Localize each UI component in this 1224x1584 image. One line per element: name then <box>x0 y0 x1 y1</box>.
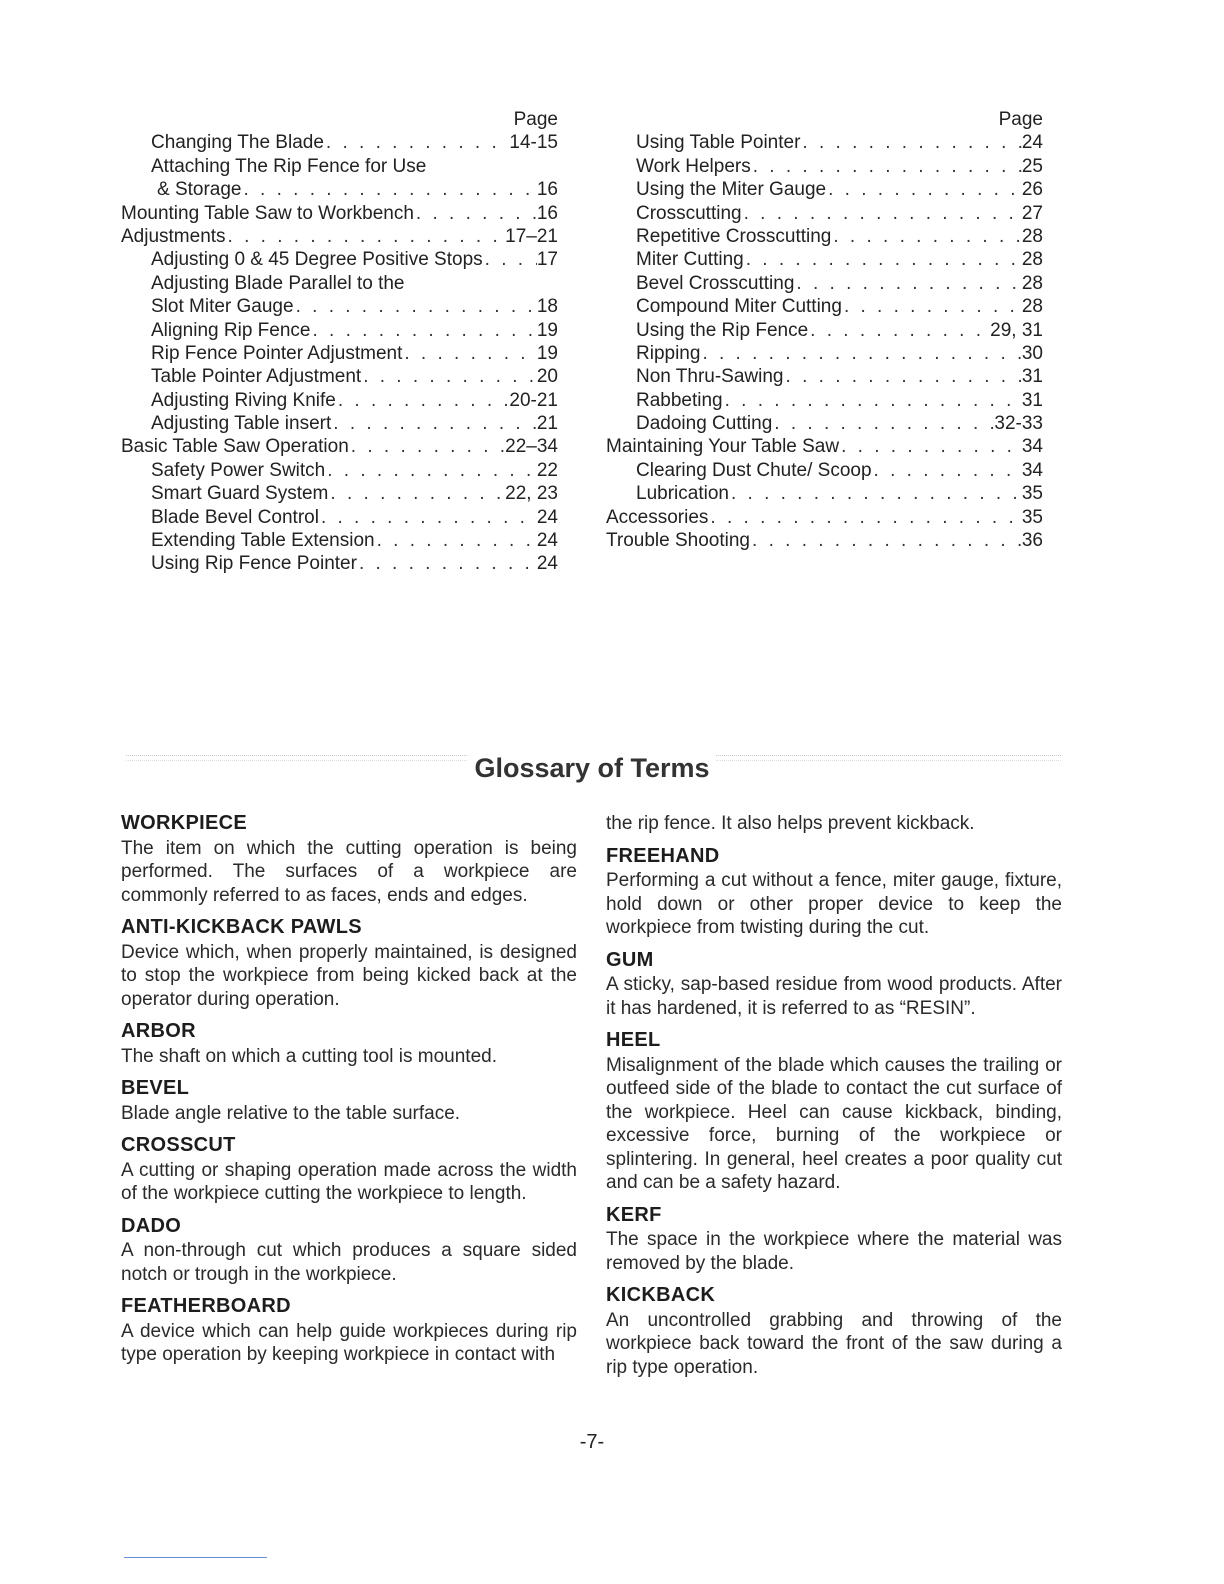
toc-entry-page: 29, 31 <box>990 319 1043 341</box>
toc-entry-page: 25 <box>1021 155 1043 177</box>
toc-dot-leader <box>294 295 537 318</box>
glossary-entry <box>606 949 1062 1021</box>
toc-dot-leader <box>324 131 509 154</box>
toc-entry <box>121 529 558 552</box>
toc-entry-page: 30 <box>1021 342 1043 364</box>
toc-entry-title: Aligning Rip Fence <box>151 319 311 341</box>
toc-entry-page: 28 <box>1021 272 1043 294</box>
glossary-definition: The item on which the cutting operation is being performed. The surfaces of a workpiece are commonly referred to as faces, ends and edges. <box>121 837 577 906</box>
toc-entry-title: Safety Power Switch <box>151 459 326 481</box>
toc-left-column <box>121 108 558 576</box>
toc-dot-leader <box>831 225 1021 248</box>
toc-dot-leader <box>723 389 1022 412</box>
toc-entry-page: 16 <box>536 202 558 224</box>
toc-entry-title: Adjusting 0 & 45 Degree Positive Stops <box>151 249 483 271</box>
toc-dot-leader <box>331 412 537 435</box>
toc-dot-leader <box>226 225 506 248</box>
glossary-left-column <box>121 812 577 1367</box>
glossary-definition: A sticky, sap-based residue from wood products. After it has hardened, it is referred to as “RESIN”. <box>606 974 1062 1019</box>
toc-entry-title: Non Thru-Sawing <box>636 366 784 388</box>
toc-dot-leader <box>349 435 505 458</box>
toc-dot-leader <box>325 459 537 482</box>
toc-entry-title: Maintaining Your Table Saw <box>606 436 840 458</box>
toc-entry-title: Table Pointer Adjustment <box>151 366 362 388</box>
toc-dot-leader <box>402 342 537 365</box>
glossary-entry <box>121 916 577 1011</box>
toc-entry-page: 17 <box>536 249 558 271</box>
toc-dot-leader <box>414 202 537 225</box>
toc-entry-page: 27 <box>1021 202 1043 224</box>
toc-entry-page: 20-21 <box>509 389 558 411</box>
toc-dot-leader <box>842 295 1022 318</box>
toc-entry-page: 16 <box>536 179 558 201</box>
toc-entry-title: Dadoing Cutting <box>636 413 773 435</box>
toc-entry-title: & Storage <box>157 179 242 201</box>
toc-entry <box>606 412 1043 435</box>
toc-entry-title: Accessories <box>606 506 709 528</box>
glossary-term: WORKPIECE <box>121 812 248 834</box>
toc-entry-page: 19 <box>536 319 558 341</box>
glossary-definition: An uncontrolled grabbing and throwing of the workpiece back toward the front of the saw during a rip type operation. <box>606 1309 1062 1378</box>
toc-entry <box>121 202 558 225</box>
toc-entry <box>606 178 1043 201</box>
toc-entry <box>121 482 558 505</box>
toc-dot-leader <box>794 272 1021 295</box>
glossary-term: ANTI-KICKBACK PAWLS <box>121 916 362 938</box>
toc-dot-leader <box>808 319 990 342</box>
toc-entry <box>606 506 1043 529</box>
toc-entry-page: 24 <box>536 530 558 552</box>
toc-dot-leader <box>242 178 537 201</box>
toc-entry-title: Ripping <box>636 342 701 364</box>
glossary-term: GUM <box>606 948 654 971</box>
glossary-entry <box>121 1134 577 1206</box>
toc-entry <box>121 272 558 295</box>
glossary-continuation: the rip fence. It also helps prevent kickback. <box>606 813 975 834</box>
toc-dot-leader <box>744 248 1022 271</box>
toc-entry-title: Mounting Table Saw to Workbench <box>121 202 414 224</box>
toc-entry-page: 26 <box>1021 179 1043 201</box>
toc-entry-page: 28 <box>1021 249 1043 271</box>
toc-page-header: Page <box>998 109 1043 130</box>
toc-entry <box>606 389 1043 412</box>
glossary-term: FEATHERBOARD <box>121 1295 291 1317</box>
glossary-definition: A non-through cut which produces a square sided notch or trough in the workpiece. <box>121 1240 577 1285</box>
toc-entry <box>121 342 558 365</box>
toc-entry-title: Crosscutting <box>636 202 742 224</box>
toc-dot-leader <box>872 459 1022 482</box>
toc-entry <box>121 295 558 318</box>
toc-entry <box>121 435 558 458</box>
toc-entry <box>121 389 558 412</box>
toc-entry-title: Basic Table Saw Operation <box>121 436 349 458</box>
toc-entry-page: 34 <box>1021 459 1043 481</box>
toc-entry-title: Adjusting Table insert <box>151 413 332 435</box>
toc-entry-page: 28 <box>1021 296 1043 318</box>
footer-rule <box>124 1557 267 1558</box>
glossary-definition: A cutting or shaping operation made across the width of the workpiece cutting the workpiece to length. <box>121 1159 577 1204</box>
toc-entry-title: Attaching The Rip Fence for Use <box>151 155 427 177</box>
toc-entry-page: 24 <box>1021 132 1043 154</box>
toc-entry <box>606 482 1043 505</box>
toc-dot-leader <box>319 506 537 529</box>
toc-entry <box>121 155 558 178</box>
toc-entry-title: Using Table Pointer <box>636 132 801 154</box>
toc-entry-title: Rabbeting <box>636 389 723 411</box>
toc-entry-page: 32-33 <box>994 413 1043 435</box>
toc-entry <box>606 459 1043 482</box>
glossary-definition: Blade angle relative to the table surface. <box>121 1102 461 1124</box>
toc-dot-leader <box>336 389 510 412</box>
toc-entry-page: 35 <box>1021 506 1043 528</box>
toc-entry-title: Trouble Shooting <box>606 530 751 552</box>
glossary-right-entries <box>606 845 1062 1380</box>
glossary-entry <box>606 1284 1062 1379</box>
toc-entry <box>606 155 1043 178</box>
toc-entry-page: 35 <box>1021 483 1043 505</box>
toc-entry <box>121 506 558 529</box>
toc-entry-page: 17–21 <box>505 225 558 247</box>
glossary-definition: Device which, when properly maintained, is designed to stop the workpiece from being kicked back at the operator during operation. <box>121 941 577 1010</box>
glossary-entry <box>606 845 1062 940</box>
toc-entry-title: Compound Miter Cutting <box>636 296 842 318</box>
toc-entry <box>121 552 558 575</box>
page-number: -7- <box>579 1431 605 1453</box>
toc-entry-page: 20 <box>536 366 558 388</box>
glossary-entry <box>606 1029 1062 1195</box>
glossary-term: DADO <box>121 1214 182 1237</box>
toc-entry-title: Adjusting Riving Knife <box>151 389 336 411</box>
toc-entry-page: 24 <box>536 553 558 575</box>
toc-dot-leader <box>751 155 1022 178</box>
toc-dot-leader <box>357 552 537 575</box>
toc-entry-title: Adjustments <box>121 225 226 247</box>
toc-dot-leader <box>483 248 537 271</box>
toc-entry-title: Bevel Crosscutting <box>636 272 795 294</box>
toc-dot-leader <box>310 319 536 342</box>
toc-entry <box>121 412 558 435</box>
toc-entry-page: 31 <box>1021 366 1043 388</box>
toc-dot-leader <box>700 342 1021 365</box>
toc-entry-page: 18 <box>536 296 558 318</box>
toc-entry-title: Lubrication <box>636 483 729 505</box>
toc-entry-page: 24 <box>536 506 558 528</box>
toc-entry-title: Changing The Blade <box>151 132 324 154</box>
glossary-entry <box>121 1077 577 1125</box>
toc-dot-leader <box>708 506 1021 529</box>
toc-entry-title: Miter Cutting <box>636 249 744 271</box>
glossary-term: KICKBACK <box>606 1284 716 1306</box>
toc-entry <box>606 272 1043 295</box>
glossary-term: HEEL <box>606 1029 661 1051</box>
toc-entry-page: 21 <box>536 413 558 435</box>
glossary-right-column <box>606 812 1062 1379</box>
toc-entry <box>606 202 1043 225</box>
toc-entry-page: 36 <box>1021 530 1043 552</box>
glossary-title: Glossary of Terms <box>0 753 1184 784</box>
toc-entry-page: 34 <box>1021 436 1043 458</box>
toc-entry <box>606 131 1043 154</box>
toc-entry-page: 28 <box>1021 225 1043 247</box>
toc-dot-leader <box>800 131 1021 154</box>
glossary-term: CROSSCUT <box>121 1134 236 1156</box>
toc-entry-title: Using the Rip Fence <box>636 319 809 341</box>
glossary-term: BEVEL <box>121 1077 190 1099</box>
glossary-entry <box>121 812 577 907</box>
toc-left-entries <box>121 131 558 575</box>
toc-entry <box>121 225 558 248</box>
toc-entry-title: Smart Guard System <box>151 483 329 505</box>
toc-entry-title: Work Helpers <box>636 155 751 177</box>
toc-dot-leader <box>750 529 1022 552</box>
toc-entry-title: Blade Bevel Control <box>151 506 319 528</box>
toc-entry-title: Using the Miter Gauge <box>636 179 827 201</box>
toc-entry <box>121 459 558 482</box>
toc-dot-leader <box>784 365 1022 388</box>
glossary-term: ARBOR <box>121 1020 196 1042</box>
toc-entry <box>121 365 558 388</box>
toc-entry-title: Using Rip Fence Pointer <box>151 553 357 575</box>
toc-entry-title: Rip Fence Pointer Adjustment <box>151 342 403 364</box>
toc-entry-title: Repetitive Crosscutting <box>636 225 832 247</box>
toc-dot-leader <box>328 482 505 505</box>
toc-dot-leader <box>742 202 1022 225</box>
toc-entry <box>606 342 1043 365</box>
toc-entry <box>121 319 558 342</box>
toc-entry <box>606 248 1043 271</box>
toc-entry-page: 14-15 <box>509 132 558 154</box>
toc-entry-title: Adjusting Blade Parallel to the <box>151 272 405 294</box>
toc-right-column <box>606 108 1043 552</box>
toc-entry-page: 31 <box>1021 389 1043 411</box>
toc-entry <box>606 435 1043 458</box>
toc-entry-title: Clearing Dust Chute/ Scoop <box>636 459 872 481</box>
glossary-entry <box>121 1215 577 1287</box>
toc-entry <box>606 365 1043 388</box>
toc-dot-leader <box>772 412 994 435</box>
toc-entry <box>606 295 1043 318</box>
toc-entry-page: 22–34 <box>505 436 558 458</box>
glossary-definition: Misalignment of the blade which causes the trailing or outfeed side of the blade to contact the cut surface of the workpiece. Heel can cause kickback, binding, excessive force, burning of the workpiece or splintering. In general, heel creates a poor quality cut and can be a safety hazard. <box>606 1054 1062 1193</box>
toc-dot-leader <box>729 482 1022 505</box>
glossary-definition: A device which can help guide workpieces during rip type operation by keeping workpiece in contact with <box>121 1320 577 1365</box>
toc-page-header: Page <box>513 109 558 130</box>
toc-entry <box>606 319 1043 342</box>
glossary-term: FREEHAND <box>606 844 720 867</box>
toc-entry <box>121 248 558 271</box>
toc-entry-page: 19 <box>536 342 558 364</box>
toc-right-entries <box>606 131 1043 552</box>
toc-entry <box>606 225 1043 248</box>
glossary-entry <box>121 1020 577 1068</box>
toc-entry <box>606 529 1043 552</box>
toc-dot-leader <box>361 365 537 388</box>
toc-entry <box>121 178 558 201</box>
glossary-entry <box>121 1295 577 1367</box>
glossary-definition: The space in the workpiece where the material was removed by the blade. <box>606 1229 1062 1274</box>
toc-dot-leader <box>826 178 1022 201</box>
glossary-definition: Performing a cut without a fence, miter gauge, fixture, hold down or other proper device to keep the workpiece from twisting during the cut. <box>606 870 1062 938</box>
toc-entry <box>121 131 558 154</box>
glossary-definition: The shaft on which a cutting tool is mounted. <box>121 1045 497 1067</box>
toc-dot-leader <box>375 529 537 552</box>
toc-entry-title: Extending Table Extension <box>151 530 375 552</box>
toc-entry-page: 22, 23 <box>505 483 558 505</box>
toc-dot-leader <box>839 435 1022 458</box>
glossary-entry <box>606 1204 1062 1276</box>
toc-entry-title: Slot Miter Gauge <box>151 296 294 318</box>
glossary-term: KERF <box>606 1203 662 1226</box>
toc-entry-page: 22 <box>536 459 558 481</box>
